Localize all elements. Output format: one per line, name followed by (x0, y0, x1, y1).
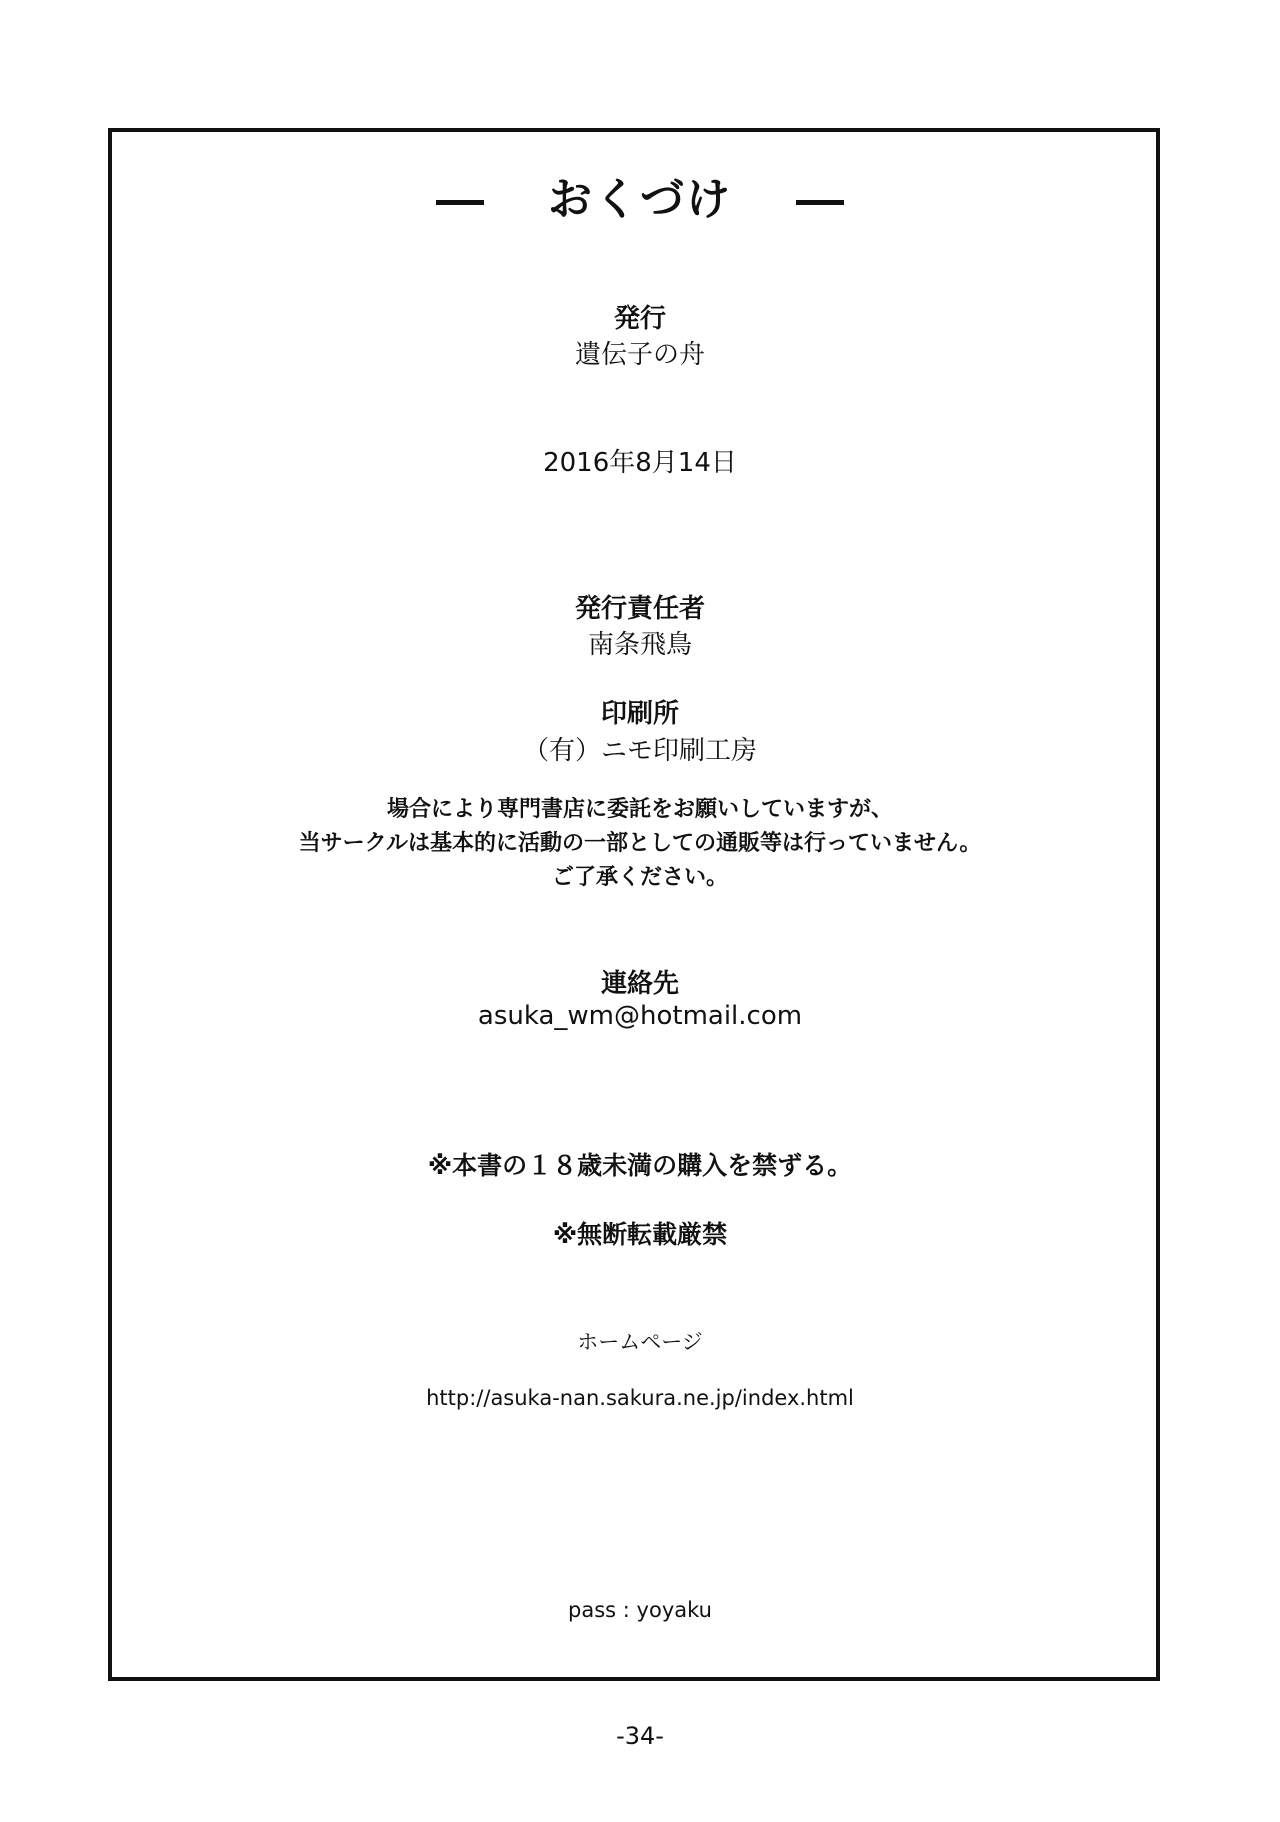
notice-line-2: 当サークルは基本的に活動の一部としての通販等は行っていません。 (298, 831, 982, 856)
no-reprint-warning: ※無断転載厳禁 (552, 1220, 728, 1249)
homepage-label: ホームページ (577, 1330, 703, 1354)
title-text: おくづけ (548, 174, 732, 225)
notice-line-1: 場合により専門書店に委託をお願いしていますが、 (386, 797, 893, 822)
publisher-name: 遺伝子の舟 (574, 340, 705, 370)
page-title (0, 163, 1280, 227)
title-dash-right (796, 200, 844, 205)
title-dash-left (436, 200, 484, 205)
responsible-name: 南条飛鳥 (587, 630, 692, 660)
homepage-url: http://asuka-nan.sakura.ne.jp/index.html (426, 1386, 854, 1410)
responsible-label: 発行責任者 (574, 594, 705, 624)
contact-email: asuka_wm@hotmail.com (477, 1001, 803, 1031)
contact-label: 連絡先 (600, 969, 679, 999)
printer-label: 印刷所 (600, 699, 679, 729)
age-restriction-warning: ※本書の１８歳未満の購入を禁ずる。 (427, 1151, 853, 1180)
publisher-label: 発行 (613, 304, 666, 334)
pass-text: pass : yoyaku (568, 1598, 712, 1622)
issue-date: 2016年8月14日 (543, 448, 737, 478)
printer-name: （有）ニモ印刷工房 (522, 736, 757, 766)
notice-line-3: ご了承ください。 (551, 865, 728, 890)
page-number: -34- (616, 1722, 664, 1750)
